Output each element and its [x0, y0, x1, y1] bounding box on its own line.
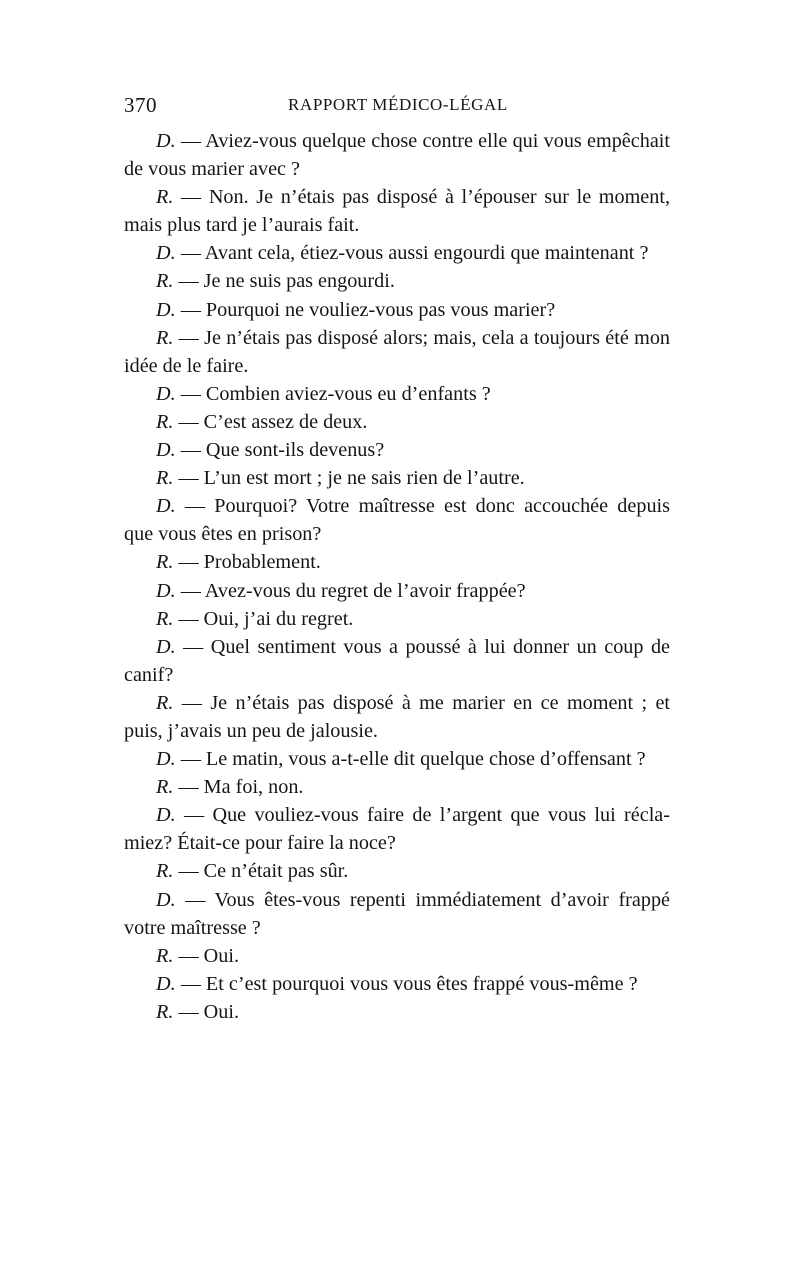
dialogue-line	[124, 492, 670, 548]
dialogue-line	[124, 239, 670, 267]
speaker-label: R.	[156, 186, 174, 209]
dialogue-text: — Oui.	[178, 944, 239, 967]
speaker-label: R.	[156, 1000, 174, 1023]
page-number: 370	[124, 93, 157, 117]
dialogue-text: — Vous êtes-vous repenti immédiatement d’avoir frappé votre maîtresse ?	[124, 888, 670, 939]
speaker-label: D.	[156, 579, 176, 602]
dialogue-line	[124, 267, 670, 295]
speaker-label: R.	[156, 860, 174, 883]
dialogue-text: — Je n’étais pas disposé alors; mais, cela a toujours été mon idée de le faire.	[124, 326, 671, 377]
speaker-label: D.	[156, 804, 176, 827]
speaker-label: R.	[156, 270, 174, 293]
speaker-label: R.	[156, 607, 174, 630]
speaker-label: D.	[156, 130, 176, 152]
speaker-label: D.	[156, 242, 176, 265]
speaker-label: D.	[156, 888, 176, 911]
dialogue-text: — Avant cela, étiez-vous aussi engourdi que maintenant ?	[180, 242, 649, 265]
dialogue-line	[124, 633, 670, 689]
dialogue-text: — Et c’est pourquoi vous vous êtes frappé vous-même ?	[180, 972, 638, 995]
dialogue-text: — Pourquoi? Votre maîtresse est donc accouchée depuis que vous êtes en prison?	[124, 495, 671, 546]
dialogue-line	[124, 380, 670, 408]
running-head	[124, 93, 670, 119]
dialogue-line	[124, 773, 670, 801]
dialogue-text: — Que vouliez-vous faire de l’argent que vous lui réclamiez? Était-ce pour faire la noce?	[124, 804, 670, 855]
speaker-label: R.	[156, 691, 174, 714]
dialogue-text: — Que sont-ils devenus?	[180, 439, 385, 462]
dialogue-line	[124, 970, 670, 998]
speaker-label: D.	[156, 972, 176, 995]
dialogue-text: — Quel sentiment vous a poussé à lui donner un coup de canif?	[124, 635, 670, 686]
speaker-label: R.	[156, 944, 174, 967]
dialogue-text: — Ce n’était pas sûr.	[178, 860, 349, 883]
dialogue-line	[124, 127, 670, 183]
dialogue-line	[124, 942, 670, 970]
dialogue-line	[124, 296, 670, 324]
dialogue-line	[124, 464, 670, 492]
dialogue-text: — Pourquoi ne vouliez-vous pas vous marier?	[180, 298, 556, 321]
speaker-label: R.	[156, 410, 174, 433]
dialogue-text: — Oui, j’ai du regret.	[178, 607, 354, 630]
speaker-label: R.	[156, 326, 174, 349]
speaker-label: R.	[156, 551, 174, 574]
dialogue-line	[124, 689, 670, 745]
dialogue-line	[124, 324, 670, 380]
dialogue-line	[124, 857, 670, 885]
dialogue-line	[124, 605, 670, 633]
running-title: RAPPORT MÉDICO-LÉGAL	[288, 95, 508, 114]
dialogue-text: — L’un est mort ; je ne sais rien de l’autre.	[178, 467, 525, 490]
dialogue-text: — Non. Je n’étais pas disposé à l’épouser sur le moment, mais plus tard je l’aurais fait.	[124, 186, 671, 237]
speaker-label: D.	[156, 635, 176, 658]
dialogue-text: — Aviez-vous quelque chose contre elle qui vous empêchait de vous marier avec ?	[124, 130, 670, 181]
dialogue-line	[124, 577, 670, 605]
dialogue-text: — C’est assez de deux.	[178, 410, 368, 433]
dialogue-line	[124, 408, 670, 436]
dialogue-line	[124, 183, 670, 239]
dialogue-text: — Combien aviez-vous eu d’enfants ?	[180, 382, 491, 405]
dialogue-line	[124, 801, 670, 857]
speaker-label: R.	[156, 776, 174, 799]
dialogue-line	[124, 998, 670, 1026]
speaker-label: D.	[156, 495, 176, 518]
speaker-label: D.	[156, 298, 176, 321]
dialogue-text: — Probablement.	[178, 551, 321, 574]
dialogue-text: — Avez-vous du regret de l’avoir frappée?	[180, 579, 526, 602]
speaker-label: D.	[156, 439, 176, 462]
dialogue-text: — Oui.	[178, 1000, 239, 1023]
speaker-label: R.	[156, 467, 174, 490]
dialogue-line	[124, 745, 670, 773]
dialogue-line	[124, 436, 670, 464]
dialogue-text: — Ma foi, non.	[178, 776, 304, 799]
dialogue-text: — Le matin, vous a-t-elle dit quelque chose d’offensant ?	[180, 748, 646, 771]
dialogue-line	[124, 548, 670, 576]
speaker-label: D.	[156, 382, 176, 405]
speaker-label: D.	[156, 748, 176, 771]
interrogation-text	[124, 127, 670, 1026]
dialogue-line	[124, 886, 670, 942]
dialogue-text: — Je n’étais pas disposé à me marier en ce moment ; et puis, j’avais un peu de jalousie.	[124, 691, 671, 742]
dialogue-text: — Je ne suis pas engourdi.	[178, 270, 395, 293]
